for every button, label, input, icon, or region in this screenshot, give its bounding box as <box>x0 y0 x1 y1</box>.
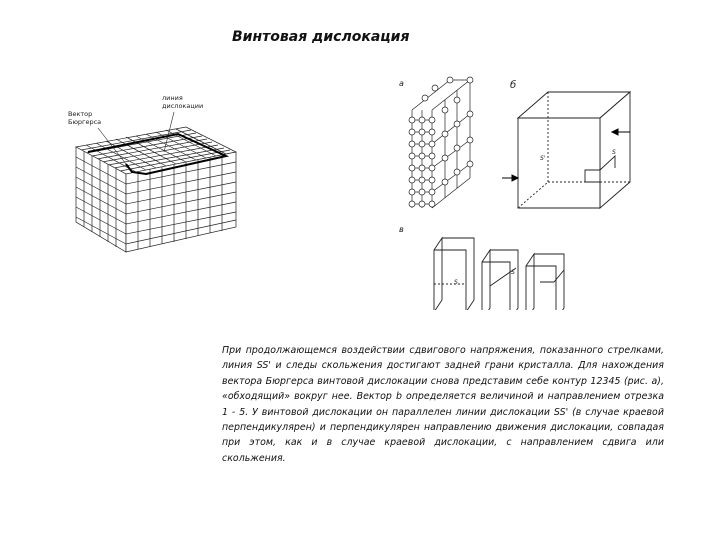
step-diagrams <box>434 238 564 310</box>
crystal-block-figure <box>66 92 246 262</box>
dislocation-line-label: линия <box>162 94 183 102</box>
block-label-s: S <box>612 149 616 156</box>
page-title: Винтовая дислокация <box>232 29 410 45</box>
label-a: а <box>399 79 404 88</box>
screw-dislocation-figure <box>390 70 650 310</box>
label-v: в <box>399 225 404 234</box>
dislocation-line-label-2: дислокации <box>162 102 204 110</box>
block-label-s2: S' <box>540 155 546 162</box>
step-label-s: S <box>454 279 458 286</box>
label-b: б <box>510 80 517 91</box>
burgers-vector-label-2: Бюргерса <box>68 118 102 126</box>
atomic-lattice <box>409 77 473 208</box>
body-paragraph: При продолжающемся воздействии сдвигового напряжения, показанного стрелками, линия SS' и следы скольжения достигают задней грани кристалла. Для нахождения вектора Бюргерса винтовой дислокации снова представим себе контур 12345 (рис. а), «обходящий» вокруг нее. Вектор b определяется величиной и направлением отрезка 1 - 5. У винтовой дислокации он параллелен линии дислокации SS' (в случае краевой перпендикулярен) и перпендикулярен направлению движения дислокации, совпадая при этом, как и в случае краевой дислокации, с направлением сдвига или скольжения. <box>222 345 664 464</box>
step-label-s2: S <box>511 269 515 276</box>
burgers-vector-label: Вектор <box>68 110 93 118</box>
